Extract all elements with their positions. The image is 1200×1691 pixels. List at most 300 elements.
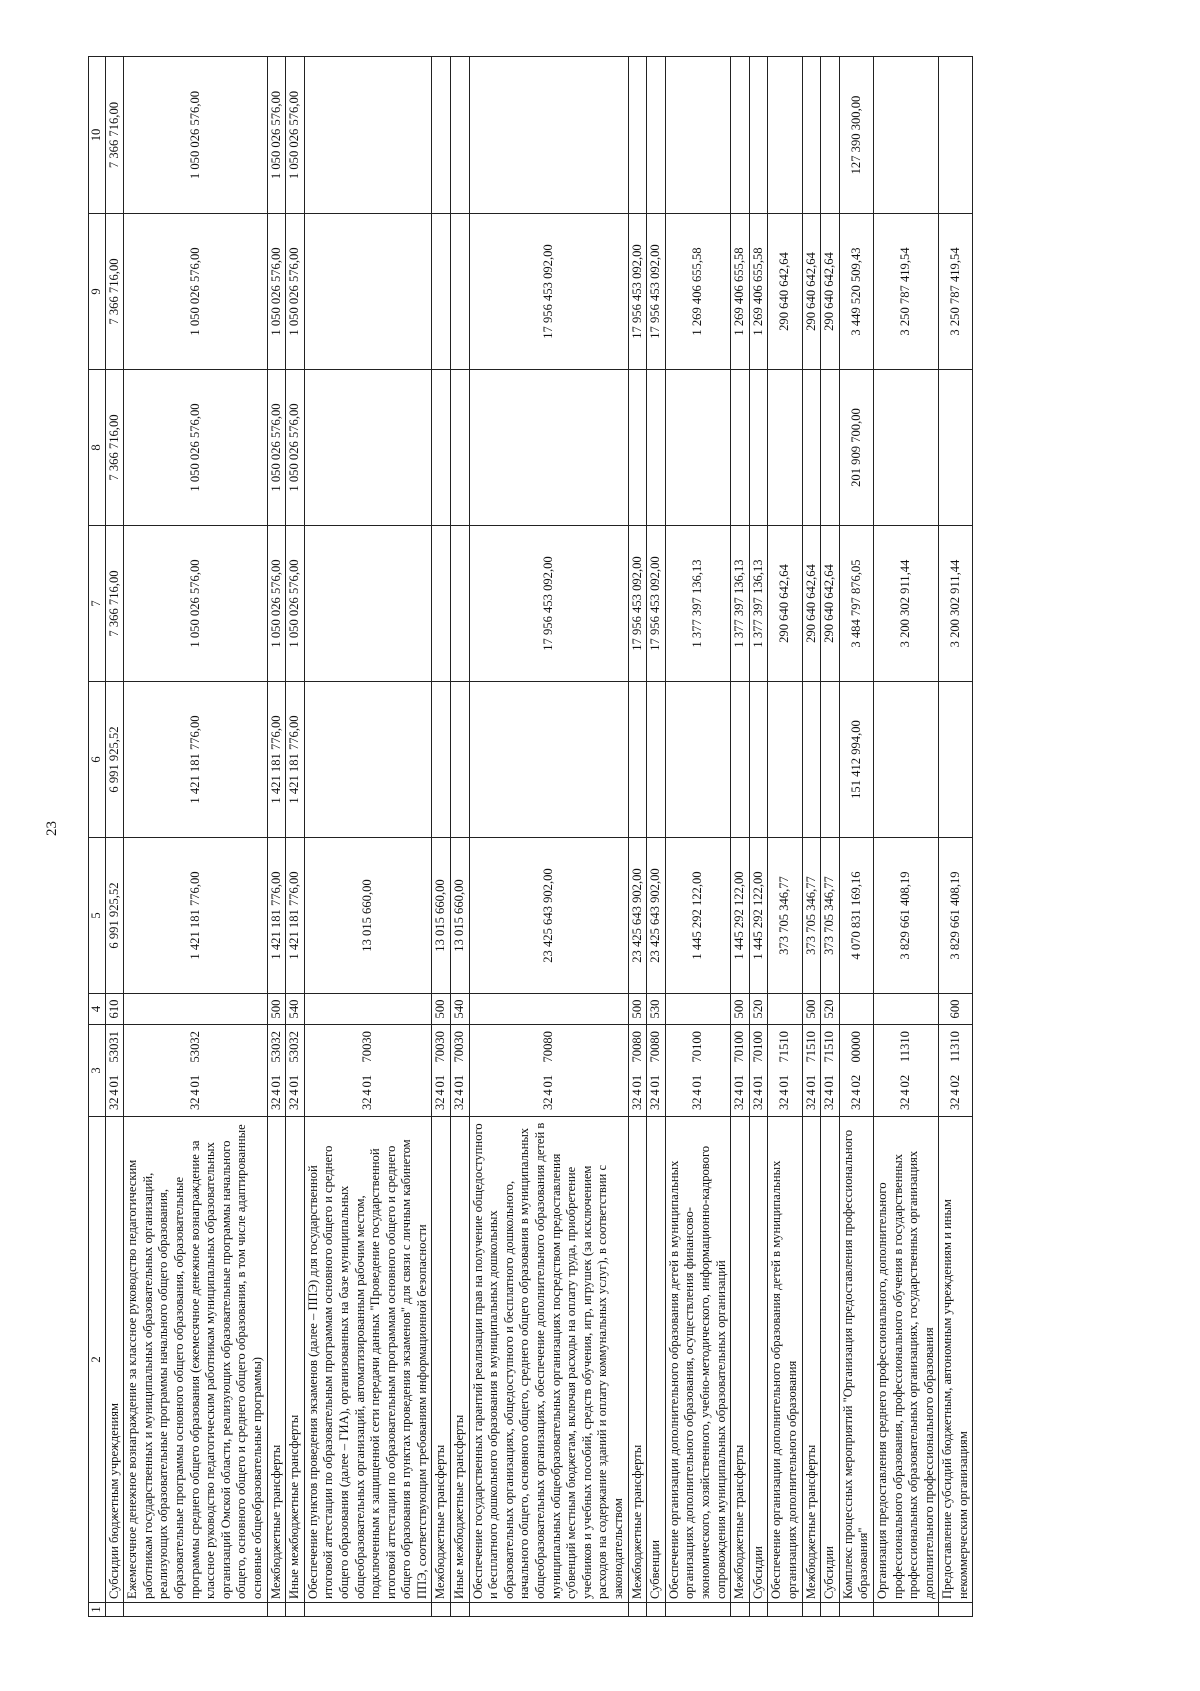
code-event: 01 bbox=[287, 1074, 302, 1088]
row-expense-type bbox=[304, 994, 432, 1025]
budget-classification-code bbox=[777, 1028, 793, 1113]
row-amount-c9: 290 640 642,64 bbox=[768, 214, 802, 370]
row-code bbox=[469, 1025, 628, 1117]
budget-classification-code bbox=[822, 1028, 838, 1113]
row-code bbox=[731, 1025, 750, 1117]
budget-classification-code bbox=[732, 1028, 748, 1113]
code-program: 32 bbox=[732, 1097, 747, 1110]
column-header: 2 bbox=[89, 1117, 106, 1603]
row-col-1 bbox=[105, 1603, 124, 1617]
code-direction: 53031 bbox=[106, 1031, 121, 1063]
row-code bbox=[286, 1025, 305, 1117]
row-amount-c9 bbox=[432, 214, 451, 370]
row-name: Организация предоставления среднего профессионального, дополнительного профессионального образования, профессионального обучения в государственных профессиональных образовательных организациях, государственных организациях дополнительного профессионального образования bbox=[873, 1117, 938, 1603]
row-col-1 bbox=[124, 1603, 267, 1617]
row-col-1 bbox=[286, 1603, 305, 1617]
row-amount-c9 bbox=[451, 214, 470, 370]
row-amount-c10: 127 390 300,00 bbox=[839, 57, 873, 214]
row-amount-c5: 6 991 925,52 bbox=[105, 838, 124, 994]
row-amount-c10 bbox=[304, 57, 432, 214]
row-col-1 bbox=[821, 1603, 840, 1617]
table-row bbox=[749, 57, 768, 1617]
row-name: Межбюджетные трансферты bbox=[432, 1117, 451, 1603]
row-amount-c8 bbox=[749, 370, 768, 526]
row-amount-c5: 1 445 292 122,00 bbox=[665, 838, 730, 994]
row-amount-c5: 23 425 643 902,00 bbox=[628, 838, 647, 994]
row-amount-c9: 17 956 453 092,00 bbox=[628, 214, 647, 370]
row-amount-c5: 3 829 661 408,19 bbox=[873, 838, 938, 994]
row-amount-c5: 23 425 643 902,00 bbox=[469, 838, 628, 994]
row-amount-c7: 7 366 716,00 bbox=[105, 526, 124, 682]
row-amount-c10 bbox=[873, 57, 938, 214]
code-event: 01 bbox=[106, 1074, 121, 1088]
row-amount-c5: 373 705 346,77 bbox=[821, 838, 840, 994]
row-amount-c8: 201 909 700,00 bbox=[839, 370, 873, 526]
code-subprogram: 4 bbox=[452, 1089, 467, 1096]
code-program: 32 bbox=[106, 1097, 121, 1110]
row-expense-type: 500 bbox=[432, 994, 451, 1025]
row-code bbox=[839, 1025, 873, 1117]
column-header: 4 bbox=[89, 994, 106, 1025]
code-direction: 11310 bbox=[948, 1031, 963, 1063]
row-amount-c10: 1 050 026 576,00 bbox=[286, 57, 305, 214]
code-direction: 00000 bbox=[848, 1031, 863, 1063]
row-amount-c6 bbox=[451, 682, 470, 838]
code-event: 01 bbox=[452, 1074, 467, 1088]
code-program: 32 bbox=[648, 1097, 663, 1110]
row-amount-c6: 1 421 181 776,00 bbox=[124, 682, 267, 838]
row-code bbox=[432, 1025, 451, 1117]
row-amount-c8: 1 050 026 576,00 bbox=[286, 370, 305, 526]
budget-classification-code bbox=[648, 1028, 664, 1113]
row-amount-c10 bbox=[432, 57, 451, 214]
row-name: Предоставление субсидий бюджетным, автономным учреждениям и иным некоммерческим организациям bbox=[939, 1117, 973, 1603]
table-row bbox=[451, 57, 470, 1617]
row-code bbox=[304, 1025, 432, 1117]
row-amount-c5: 23 425 643 902,00 bbox=[647, 838, 666, 994]
row-code bbox=[873, 1025, 938, 1117]
row-expense-type: 530 bbox=[647, 994, 666, 1025]
row-amount-c5: 1 421 181 776,00 bbox=[286, 838, 305, 994]
row-amount-c9: 7 366 716,00 bbox=[105, 214, 124, 370]
row-amount-c7: 1 050 026 576,00 bbox=[124, 526, 267, 682]
row-amount-c7: 1 050 026 576,00 bbox=[286, 526, 305, 682]
row-expense-type: 500 bbox=[802, 994, 821, 1025]
row-amount-c9: 17 956 453 092,00 bbox=[647, 214, 666, 370]
code-subprogram: 4 bbox=[777, 1089, 792, 1096]
row-amount-c8 bbox=[768, 370, 802, 526]
row-amount-c7 bbox=[432, 526, 451, 682]
code-event: 01 bbox=[750, 1074, 765, 1088]
row-expense-type bbox=[839, 994, 873, 1025]
row-amount-c6 bbox=[731, 682, 750, 838]
row-amount-c5: 3 829 661 408,19 bbox=[939, 838, 973, 994]
row-col-1 bbox=[768, 1603, 802, 1617]
row-code bbox=[628, 1025, 647, 1117]
code-event: 01 bbox=[732, 1074, 747, 1088]
table-row bbox=[267, 57, 286, 1617]
code-event: 01 bbox=[360, 1074, 375, 1088]
page-number: 23 bbox=[44, 821, 60, 836]
code-event: 01 bbox=[187, 1074, 202, 1088]
code-subprogram: 4 bbox=[898, 1089, 913, 1096]
row-amount-c10: 7 366 716,00 bbox=[105, 57, 124, 214]
row-code bbox=[939, 1025, 973, 1117]
table-row bbox=[768, 57, 802, 1617]
row-code bbox=[451, 1025, 470, 1117]
row-expense-type: 540 bbox=[286, 994, 305, 1025]
row-amount-c10 bbox=[749, 57, 768, 214]
code-event: 01 bbox=[690, 1074, 705, 1088]
row-expense-type bbox=[665, 994, 730, 1025]
row-name: Иные межбюджетные трансферты bbox=[451, 1117, 470, 1603]
row-amount-c6 bbox=[432, 682, 451, 838]
budget-classification-code bbox=[751, 1028, 767, 1113]
row-amount-c9: 1 269 406 655,58 bbox=[731, 214, 750, 370]
row-amount-c6 bbox=[768, 682, 802, 838]
row-amount-c6 bbox=[939, 682, 973, 838]
row-col-1 bbox=[628, 1603, 647, 1617]
table-row bbox=[432, 57, 451, 1617]
row-amount-c9: 290 640 642,64 bbox=[821, 214, 840, 370]
row-amount-c5: 1 445 292 122,00 bbox=[749, 838, 768, 994]
code-event: 01 bbox=[803, 1074, 818, 1088]
row-amount-c10: 1 050 026 576,00 bbox=[124, 57, 267, 214]
row-amount-c9: 17 956 453 092,00 bbox=[469, 214, 628, 370]
code-event: 02 bbox=[848, 1074, 863, 1088]
code-direction: 70100 bbox=[732, 1031, 747, 1063]
code-program: 32 bbox=[750, 1097, 765, 1110]
row-amount-c10 bbox=[665, 57, 730, 214]
code-subprogram: 4 bbox=[948, 1089, 963, 1096]
row-amount-c6 bbox=[665, 682, 730, 838]
budget-classification-code bbox=[541, 1028, 557, 1113]
row-amount-c5: 1 445 292 122,00 bbox=[731, 838, 750, 994]
code-direction: 11310 bbox=[898, 1031, 913, 1063]
row-col-1 bbox=[647, 1603, 666, 1617]
row-amount-c9: 1 050 026 576,00 bbox=[286, 214, 305, 370]
row-name: Межбюджетные трансферты bbox=[267, 1117, 286, 1603]
row-amount-c6 bbox=[647, 682, 666, 838]
row-name: Межбюджетные трансферты bbox=[731, 1117, 750, 1603]
row-amount-c7: 3 200 302 911,44 bbox=[939, 526, 973, 682]
row-amount-c6: 151 412 994,00 bbox=[839, 682, 873, 838]
column-header: 7 bbox=[89, 526, 106, 682]
table-row bbox=[821, 57, 840, 1617]
row-amount-c10: 1 050 026 576,00 bbox=[267, 57, 286, 214]
table-row bbox=[105, 57, 124, 1617]
column-header: 1 bbox=[89, 1603, 106, 1617]
budget-classification-code bbox=[107, 1028, 123, 1113]
code-program: 32 bbox=[360, 1097, 375, 1110]
budget-classification-code bbox=[269, 1028, 285, 1113]
code-direction: 53032 bbox=[268, 1031, 283, 1063]
row-amount-c5: 1 421 181 776,00 bbox=[124, 838, 267, 994]
row-name: Межбюджетные трансферты bbox=[802, 1117, 821, 1603]
row-amount-c8 bbox=[665, 370, 730, 526]
row-amount-c8 bbox=[802, 370, 821, 526]
code-event: 02 bbox=[898, 1074, 913, 1088]
row-code bbox=[124, 1025, 267, 1117]
column-header: 10 bbox=[89, 57, 106, 214]
row-col-1 bbox=[939, 1603, 973, 1617]
code-program: 32 bbox=[848, 1097, 863, 1110]
code-event: 01 bbox=[648, 1074, 663, 1088]
column-header: 3 bbox=[89, 1025, 106, 1117]
budget-classification-code bbox=[690, 1028, 706, 1113]
row-amount-c10 bbox=[768, 57, 802, 214]
row-expense-type bbox=[873, 994, 938, 1025]
row-amount-c6 bbox=[802, 682, 821, 838]
row-amount-c7: 17 956 453 092,00 bbox=[647, 526, 666, 682]
row-amount-c6 bbox=[749, 682, 768, 838]
row-name: Обеспечение пунктов проведения экзаменов (далее – ППЭ) для государственной итоговой аттестации по образовательным программам основного общего и среднего общего образования (далее – ГИА), организованных на базе муниципальных общеобразовательных организаций, автоматизированным рабочим местом, подключенным к защищенной сети передачи данных "Проведение государственной итоговой аттестации по образовательным программам основного общего и среднего общего образования в пунктах проведения экзаменов" для связи с личным кабинетом ППЭ, соответствующим требованиям информационной безопасности bbox=[304, 1117, 432, 1603]
row-expense-type: 610 bbox=[105, 994, 124, 1025]
code-subprogram: 4 bbox=[848, 1089, 863, 1096]
row-amount-c7: 1 377 397 136,13 bbox=[731, 526, 750, 682]
row-expense-type: 600 bbox=[939, 994, 973, 1025]
row-amount-c8: 1 050 026 576,00 bbox=[124, 370, 267, 526]
column-header: 6 bbox=[89, 682, 106, 838]
row-amount-c8 bbox=[469, 370, 628, 526]
row-amount-c7: 1 377 397 136,13 bbox=[665, 526, 730, 682]
code-program: 32 bbox=[690, 1097, 705, 1110]
code-event: 01 bbox=[629, 1074, 644, 1088]
row-code bbox=[802, 1025, 821, 1117]
code-program: 32 bbox=[187, 1097, 202, 1110]
row-col-1 bbox=[432, 1603, 451, 1617]
code-program: 32 bbox=[948, 1097, 963, 1110]
row-amount-c6 bbox=[821, 682, 840, 838]
code-event: 02 bbox=[948, 1074, 963, 1088]
code-program: 32 bbox=[777, 1097, 792, 1110]
row-amount-c9: 1 269 406 655,58 bbox=[665, 214, 730, 370]
code-subprogram: 4 bbox=[629, 1089, 644, 1096]
row-amount-c6: 6 991 925,52 bbox=[105, 682, 124, 838]
budget-classification-code bbox=[804, 1028, 820, 1113]
row-amount-c6: 1 421 181 776,00 bbox=[267, 682, 286, 838]
table-row bbox=[304, 57, 432, 1617]
budget-classification-code bbox=[452, 1028, 468, 1113]
code-direction: 53032 bbox=[287, 1031, 302, 1063]
budget-classification-code bbox=[630, 1028, 646, 1113]
column-header: 8 bbox=[89, 370, 106, 526]
row-name: Обеспечение государственных гарантий реализации прав на получение общедоступного и бесплатного дошкольного образования в муниципальных дошкольных образовательных организациях, общедоступного и бесплатного дошкольного, начального общего, основного общего, среднего общего образования в муниципальных общеобразовательных организациях, обеспечение дополнительного образования детей в муниципальных общеобразовательных организациях посредством предоставления субвенций местным бюджетам, включая расходы на оплату труда, приобретение учебников и учебных пособий, средств обучения, игр, игрушек (за исключением расходов на содержание зданий и оплату коммунальных услуг), в соответствии с законодательством bbox=[469, 1117, 628, 1603]
row-amount-c9: 3 250 787 419,54 bbox=[873, 214, 938, 370]
rotated-page-content bbox=[88, 57, 1188, 1617]
row-amount-c7: 1 050 026 576,00 bbox=[267, 526, 286, 682]
code-event: 01 bbox=[433, 1074, 448, 1088]
row-amount-c7: 17 956 453 092,00 bbox=[628, 526, 647, 682]
budget-classification-code bbox=[433, 1028, 449, 1113]
table-row bbox=[839, 57, 873, 1617]
table-row bbox=[802, 57, 821, 1617]
row-col-1 bbox=[873, 1603, 938, 1617]
column-header: 5 bbox=[89, 838, 106, 994]
row-amount-c5: 13 015 660,00 bbox=[304, 838, 432, 994]
budget-classification-code bbox=[188, 1028, 204, 1113]
row-name: Субсидии bbox=[749, 1117, 768, 1603]
code-direction: 70030 bbox=[452, 1031, 467, 1063]
row-amount-c6: 1 421 181 776,00 bbox=[286, 682, 305, 838]
table-row bbox=[124, 57, 267, 1617]
row-amount-c9: 1 050 026 576,00 bbox=[267, 214, 286, 370]
row-name: Обеспечение организации дополнительного образования детей в муниципальных организациях дополнительного образования, осуществления финансово-экономического, хозяйственного, учебно-методического, информационно-кадрового сопровождения муниципальных образовательных организаций bbox=[665, 1117, 730, 1603]
row-amount-c5: 13 015 660,00 bbox=[451, 838, 470, 994]
row-amount-c9: 3 449 520 509,43 bbox=[839, 214, 873, 370]
row-amount-c5: 373 705 346,77 bbox=[802, 838, 821, 994]
row-col-1 bbox=[451, 1603, 470, 1617]
code-event: 01 bbox=[822, 1074, 837, 1088]
row-amount-c5: 373 705 346,77 bbox=[768, 838, 802, 994]
row-amount-c9: 1 050 026 576,00 bbox=[124, 214, 267, 370]
column-number-header bbox=[89, 57, 106, 1617]
row-amount-c10 bbox=[451, 57, 470, 214]
row-amount-c7: 3 200 302 911,44 bbox=[873, 526, 938, 682]
row-amount-c8 bbox=[647, 370, 666, 526]
row-code bbox=[647, 1025, 666, 1117]
row-amount-c10 bbox=[821, 57, 840, 214]
budget-classification-code bbox=[948, 1028, 964, 1113]
row-amount-c7: 17 956 453 092,00 bbox=[469, 526, 628, 682]
row-expense-type: 540 bbox=[451, 994, 470, 1025]
row-amount-c6 bbox=[469, 682, 628, 838]
row-amount-c6 bbox=[873, 682, 938, 838]
row-amount-c8 bbox=[628, 370, 647, 526]
row-code bbox=[749, 1025, 768, 1117]
code-program: 32 bbox=[629, 1097, 644, 1110]
code-direction: 71510 bbox=[777, 1031, 792, 1063]
row-amount-c10 bbox=[628, 57, 647, 214]
row-code bbox=[821, 1025, 840, 1117]
code-program: 32 bbox=[822, 1097, 837, 1110]
table-row bbox=[628, 57, 647, 1617]
table-row bbox=[665, 57, 730, 1617]
code-subprogram: 4 bbox=[106, 1089, 121, 1096]
row-name: Обеспечение организации дополнительного образования детей в муниципальных организациях дополнительного образования bbox=[768, 1117, 802, 1603]
code-subprogram: 4 bbox=[690, 1089, 705, 1096]
code-direction: 70080 bbox=[629, 1031, 644, 1063]
row-expense-type: 520 bbox=[821, 994, 840, 1025]
row-amount-c7: 290 640 642,64 bbox=[768, 526, 802, 682]
row-amount-c8: 1 050 026 576,00 bbox=[267, 370, 286, 526]
code-program: 32 bbox=[452, 1097, 467, 1110]
code-event: 01 bbox=[777, 1074, 792, 1088]
code-program: 32 bbox=[898, 1097, 913, 1110]
row-amount-c7: 1 377 397 136,13 bbox=[749, 526, 768, 682]
budget-classification-code bbox=[287, 1028, 303, 1113]
code-subprogram: 4 bbox=[648, 1089, 663, 1096]
code-direction: 70080 bbox=[648, 1031, 663, 1063]
row-code bbox=[768, 1025, 802, 1117]
code-direction: 71510 bbox=[822, 1031, 837, 1063]
code-subprogram: 4 bbox=[287, 1089, 302, 1096]
row-name: Субсидии бюджетным учреждениям bbox=[105, 1117, 124, 1603]
row-col-1 bbox=[749, 1603, 768, 1617]
row-amount-c7: 290 640 642,64 bbox=[802, 526, 821, 682]
code-direction: 53032 bbox=[187, 1031, 202, 1063]
code-direction: 70100 bbox=[750, 1031, 765, 1063]
code-direction: 70030 bbox=[360, 1031, 375, 1063]
code-direction: 70030 bbox=[433, 1031, 448, 1063]
row-amount-c8 bbox=[731, 370, 750, 526]
code-subprogram: 4 bbox=[268, 1089, 283, 1096]
table-row bbox=[286, 57, 305, 1617]
row-name: Ежемесячное денежное вознаграждение за классное руководство педагогическим работникам государственных и муниципальных образовательных организаций, реализующих образовательные программы начального общего образования, образовательные программы основного общего образования, образовательные программы среднего общего образования (ежемесячное денежное вознаграждение за классное руководство педагогическим работникам муниципальных образовательных организаций Омской области, реализующих образовательные программы начального общего, основного общего и среднего общего образования, в том числе адаптированные основные общеобразовательные программы) bbox=[124, 1117, 267, 1603]
row-amount-c10 bbox=[802, 57, 821, 214]
code-subprogram: 4 bbox=[822, 1089, 837, 1096]
code-event: 01 bbox=[268, 1074, 283, 1088]
table-row bbox=[731, 57, 750, 1617]
row-amount-c8 bbox=[873, 370, 938, 526]
row-col-1 bbox=[665, 1603, 730, 1617]
row-amount-c6 bbox=[304, 682, 432, 838]
budget-classification-code bbox=[898, 1028, 914, 1113]
row-col-1 bbox=[802, 1603, 821, 1617]
row-amount-c8 bbox=[821, 370, 840, 526]
table-body bbox=[105, 57, 973, 1617]
row-amount-c8 bbox=[451, 370, 470, 526]
table-row bbox=[939, 57, 973, 1617]
budget-table bbox=[88, 56, 973, 1617]
row-amount-c8: 7 366 716,00 bbox=[105, 370, 124, 526]
row-expense-type: 500 bbox=[731, 994, 750, 1025]
row-name: Субвенции bbox=[647, 1117, 666, 1603]
code-subprogram: 4 bbox=[540, 1089, 555, 1096]
row-amount-c5: 1 421 181 776,00 bbox=[267, 838, 286, 994]
code-direction: 70100 bbox=[690, 1031, 705, 1063]
code-program: 32 bbox=[287, 1097, 302, 1110]
row-amount-c7: 3 484 797 876,05 bbox=[839, 526, 873, 682]
row-amount-c8 bbox=[939, 370, 973, 526]
code-subprogram: 4 bbox=[360, 1089, 375, 1096]
code-program: 32 bbox=[268, 1097, 283, 1110]
row-amount-c9: 1 269 406 655,58 bbox=[749, 214, 768, 370]
code-direction: 70080 bbox=[540, 1031, 555, 1063]
code-program: 32 bbox=[433, 1097, 448, 1110]
row-code bbox=[105, 1025, 124, 1117]
row-amount-c8 bbox=[432, 370, 451, 526]
row-amount-c5: 4 070 831 169,16 bbox=[839, 838, 873, 994]
row-amount-c7: 290 640 642,64 bbox=[821, 526, 840, 682]
row-name: Межбюджетные трансферты bbox=[628, 1117, 647, 1603]
table-row bbox=[469, 57, 628, 1617]
row-expense-type: 500 bbox=[628, 994, 647, 1025]
column-header: 9 bbox=[89, 214, 106, 370]
row-amount-c9: 290 640 642,64 bbox=[802, 214, 821, 370]
row-amount-c5: 13 015 660,00 bbox=[432, 838, 451, 994]
row-amount-c10 bbox=[939, 57, 973, 214]
budget-classification-code bbox=[360, 1028, 376, 1113]
row-name: Комплекс процессных мероприятий "Организация предоставления профессионального образования" bbox=[839, 1117, 873, 1603]
row-code bbox=[267, 1025, 286, 1117]
row-expense-type bbox=[124, 994, 267, 1025]
table-row bbox=[647, 57, 666, 1617]
code-subprogram: 4 bbox=[732, 1089, 747, 1096]
row-expense-type: 520 bbox=[749, 994, 768, 1025]
row-col-1 bbox=[267, 1603, 286, 1617]
row-amount-c9 bbox=[304, 214, 432, 370]
row-col-1 bbox=[304, 1603, 432, 1617]
code-event: 01 bbox=[540, 1074, 555, 1088]
row-amount-c7 bbox=[451, 526, 470, 682]
code-subprogram: 4 bbox=[803, 1089, 818, 1096]
row-expense-type bbox=[469, 994, 628, 1025]
table-row bbox=[873, 57, 938, 1617]
row-name: Субсидии bbox=[821, 1117, 840, 1603]
row-amount-c10 bbox=[647, 57, 666, 214]
row-col-1 bbox=[469, 1603, 628, 1617]
